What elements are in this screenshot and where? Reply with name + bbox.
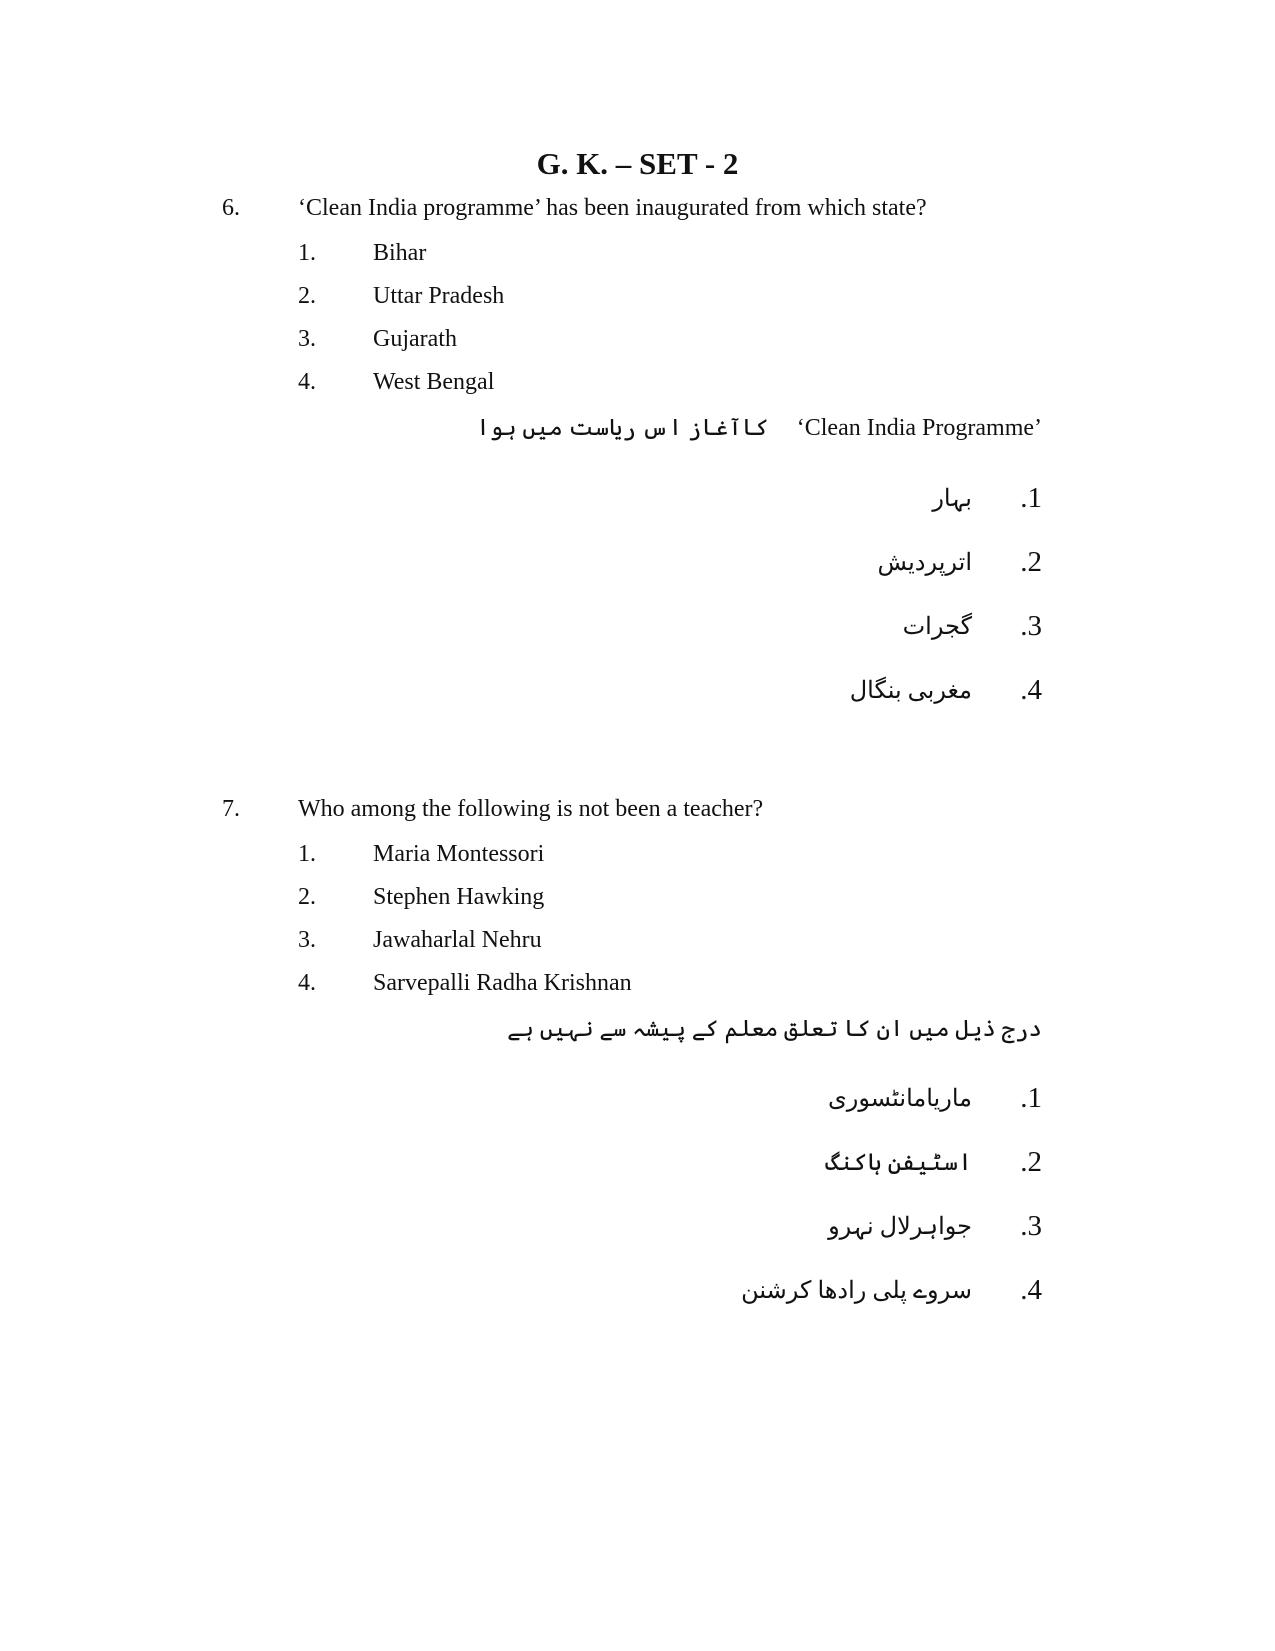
option-text: Gujarath <box>373 326 457 352</box>
urdu-option-number: .1 <box>1020 482 1042 514</box>
question-number: 6. <box>222 195 240 221</box>
option-number: 1. <box>298 240 316 266</box>
urdu-option-text: جواہرلال نہرو <box>828 1214 972 1240</box>
option-text: Stephen Hawking <box>373 884 545 910</box>
urdu-option-text: بہار <box>932 486 972 512</box>
option-number: 3. <box>298 927 316 953</box>
urdu-option-text: اترپردیش <box>877 550 972 576</box>
option-number: 3. <box>298 326 316 352</box>
urdu-option <box>642 1082 1042 1122</box>
question-text: Who among the following is not been a teacher? <box>298 796 764 822</box>
urdu-option-text: اسٹیفن ہاکنگ <box>825 1150 972 1176</box>
urdu-option-number: .1 <box>1020 1082 1042 1114</box>
option-number: 4. <box>298 970 316 996</box>
urdu-option <box>642 546 1042 586</box>
urdu-option-number: .3 <box>1020 1210 1042 1242</box>
option-text: Sarvepalli Radha Krishnan <box>373 970 632 996</box>
urdu-option-text: ماریامانٹسوری <box>827 1086 972 1112</box>
option-text: Bihar <box>373 240 427 266</box>
urdu-option-text: گجرات <box>902 614 972 640</box>
urdu-option <box>642 674 1042 714</box>
urdu-question <box>476 415 1042 442</box>
urdu-option <box>642 1210 1042 1250</box>
question-text: ‘Clean India programme’ has been inaugurated from which state? <box>298 195 927 221</box>
urdu-option-number: .2 <box>1020 1146 1042 1178</box>
urdu-option-number: .4 <box>1020 1274 1042 1306</box>
option-text: West Bengal <box>373 369 495 395</box>
option-number: 4. <box>298 369 316 395</box>
urdu-question-text: درج ذیل میں ان کا تعلق معلم کے پیشہ سے نہیں ہے <box>507 1016 1042 1041</box>
option-number: 2. <box>298 283 316 309</box>
option-text: Jawaharlal Nehru <box>373 927 542 953</box>
urdu-option <box>642 610 1042 650</box>
option-text: Maria Montessori <box>373 841 545 867</box>
urdu-option <box>642 1274 1042 1314</box>
urdu-question-text: کاآغاز اس ریاست میں ہوا <box>476 415 769 440</box>
urdu-question-english: ‘Clean India Programme’ <box>796 415 1042 441</box>
option-number: 1. <box>298 841 316 867</box>
question-number: 7. <box>222 796 240 822</box>
page-title: G. K. – SET - 2 <box>536 146 739 181</box>
option-number: 2. <box>298 884 316 910</box>
urdu-option-text: مغربی بنگال <box>849 678 972 704</box>
urdu-option-number: .3 <box>1020 610 1042 642</box>
urdu-option-number: .4 <box>1020 674 1042 706</box>
urdu-option-number: .2 <box>1020 546 1042 578</box>
urdu-option <box>642 482 1042 522</box>
option-text: Uttar Pradesh <box>373 283 505 309</box>
urdu-option <box>642 1146 1042 1186</box>
urdu-option-text: سروے پلی رادھا کرشنن <box>741 1278 972 1304</box>
